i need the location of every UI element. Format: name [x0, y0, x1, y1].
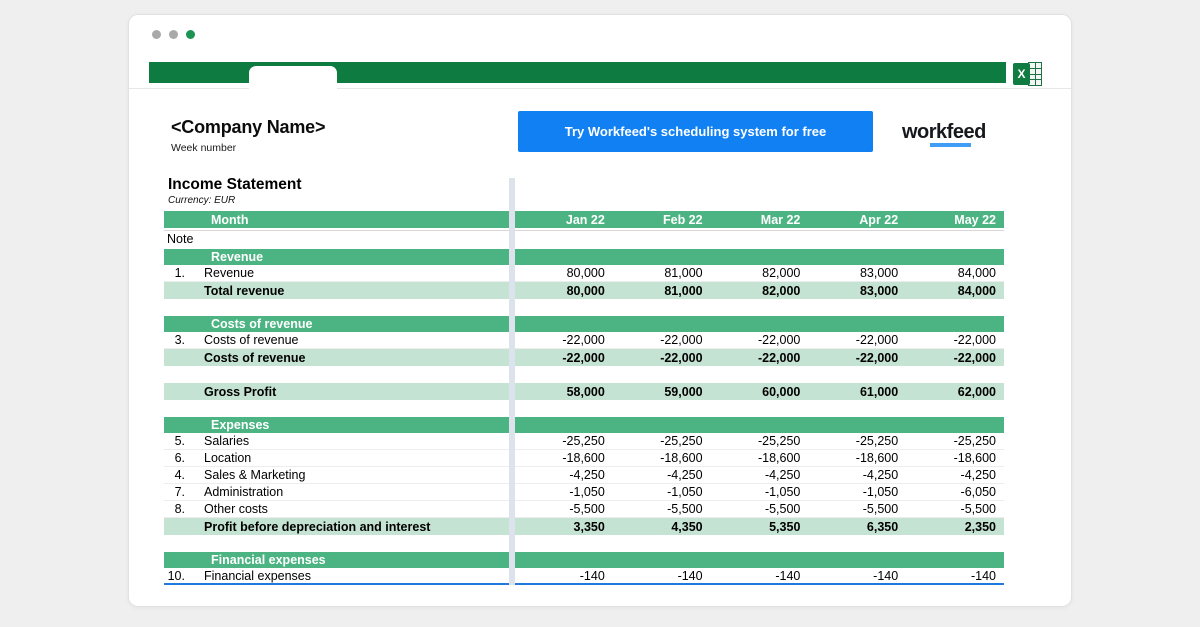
sheet-title-block: [168, 176, 302, 206]
value-cell[interactable]: -1,050: [862, 485, 899, 499]
row-label-cell[interactable]: Revenue: [204, 266, 255, 280]
month-column-cell[interactable]: Apr 22: [859, 212, 899, 227]
excel-logo-icon: [1013, 58, 1047, 90]
value-cell[interactable]: 60,000: [762, 384, 801, 399]
sheet-tab[interactable]: [249, 66, 337, 89]
value-cell[interactable]: -1,050: [764, 485, 801, 499]
value-cell[interactable]: -5,500: [569, 502, 605, 516]
value-cell[interactable]: 82,000: [762, 266, 801, 280]
row-label-cell[interactable]: Administration: [204, 485, 284, 499]
window-control-icon[interactable]: [152, 30, 161, 39]
value-cell[interactable]: -22,000: [953, 350, 996, 365]
workfeed-logo-text: workfeed: [902, 121, 986, 143]
value-cell[interactable]: -18,600: [757, 451, 801, 465]
value-cell[interactable]: 61,000: [859, 384, 899, 399]
row-label-cell[interactable]: Costs of revenue: [204, 350, 306, 365]
data-row[interactable]: [164, 467, 1004, 484]
value-cell[interactable]: -25,250: [562, 434, 605, 448]
value-cell[interactable]: -18,600: [855, 451, 899, 465]
value-cell[interactable]: 2,350: [964, 519, 996, 534]
value-cell[interactable]: -22,000: [660, 333, 703, 347]
value-cell[interactable]: 81,000: [664, 283, 703, 298]
value-cell[interactable]: 83,000: [859, 266, 899, 280]
currency-note: Currency: EUR: [168, 195, 236, 206]
value-cell[interactable]: -25,250: [660, 434, 703, 448]
value-cell[interactable]: 59,000: [664, 384, 703, 399]
month-header-row[interactable]: [164, 211, 1004, 228]
value-cell[interactable]: -4,250: [862, 468, 899, 482]
row-number-cell[interactable]: 10.: [167, 568, 185, 583]
value-cell[interactable]: -22,000: [855, 350, 899, 365]
value-cell[interactable]: -22,000: [953, 333, 996, 347]
value-cell[interactable]: 82,000: [762, 283, 801, 298]
value-cell[interactable]: -22,000: [757, 350, 801, 365]
spacer-row: [164, 366, 1004, 383]
value-cell[interactable]: 84,000: [957, 283, 996, 298]
value-cell[interactable]: -22,000: [562, 333, 605, 347]
section-row[interactable]: [164, 552, 1004, 568]
value-cell[interactable]: -4,250: [960, 468, 996, 482]
data-row[interactable]: [164, 265, 1004, 282]
value-cell[interactable]: -18,600: [953, 451, 996, 465]
value-cell[interactable]: -25,250: [757, 434, 801, 448]
value-cell[interactable]: -4,250: [569, 468, 605, 482]
total-row[interactable]: [164, 282, 1004, 299]
value-cell[interactable]: 80,000: [566, 266, 605, 280]
month-column-cell[interactable]: Feb 22: [662, 212, 703, 227]
value-cell[interactable]: -4,250: [667, 468, 703, 482]
data-row[interactable]: [164, 501, 1004, 518]
row-number-cell[interactable]: 8.: [174, 502, 185, 516]
company-block: [171, 117, 325, 154]
value-cell[interactable]: 6,350: [866, 519, 899, 534]
value-cell[interactable]: -140: [579, 568, 605, 583]
value-cell[interactable]: -1,050: [667, 485, 703, 499]
value-cell[interactable]: -140: [970, 568, 996, 583]
row-label-cell[interactable]: Other costs: [204, 502, 268, 516]
row-number-cell[interactable]: 6.: [174, 451, 185, 465]
company-name-placeholder: <Company Name>: [171, 117, 326, 137]
value-cell[interactable]: -5,500: [764, 502, 801, 516]
section-header-cell[interactable]: Revenue: [211, 250, 264, 264]
value-cell[interactable]: -5,500: [862, 502, 899, 516]
row-label-cell[interactable]: Sales & Marketing: [204, 468, 306, 482]
section-row[interactable]: [164, 249, 1004, 265]
data-row[interactable]: [164, 450, 1004, 467]
value-cell[interactable]: 58,000: [566, 384, 605, 399]
row-number-cell[interactable]: 4.: [174, 468, 185, 482]
data-row[interactable]: [164, 568, 1004, 585]
row-number-cell[interactable]: 1.: [174, 266, 185, 280]
month-header-cell[interactable]: Month: [211, 212, 249, 227]
data-row[interactable]: [164, 332, 1004, 349]
note-row[interactable]: [164, 230, 1004, 247]
value-cell[interactable]: -22,000: [660, 350, 703, 365]
row-number-cell[interactable]: 3.: [174, 333, 185, 347]
row-label-cell[interactable]: Salaries: [204, 434, 250, 448]
spacer-row: [164, 535, 1004, 552]
value-cell[interactable]: -140: [873, 568, 899, 583]
value-cell[interactable]: -25,250: [953, 434, 996, 448]
value-cell[interactable]: -140: [677, 568, 703, 583]
value-cell[interactable]: -22,000: [855, 333, 899, 347]
value-cell[interactable]: -5,500: [667, 502, 703, 516]
workfeed-logo-underline: [930, 143, 971, 147]
value-cell[interactable]: 4,350: [671, 519, 703, 534]
value-cell[interactable]: 3,350: [573, 519, 605, 534]
value-cell[interactable]: 81,000: [664, 266, 703, 280]
workfeed-cta-button[interactable]: Try Workfeed's scheduling system for free: [518, 111, 873, 152]
section-row[interactable]: [164, 417, 1004, 433]
row-label-cell[interactable]: Location: [204, 451, 252, 465]
week-number-label: Week number: [171, 142, 237, 154]
app-window: [128, 14, 1072, 607]
workfeed-logo[interactable]: [902, 121, 986, 144]
row-label-cell[interactable]: Gross Profit: [204, 384, 277, 399]
window-control-icon[interactable]: [169, 30, 178, 39]
row-label-cell[interactable]: Costs of revenue: [204, 333, 299, 347]
value-cell[interactable]: -25,250: [855, 434, 899, 448]
row-number-cell[interactable]: 5.: [174, 434, 185, 448]
value-cell[interactable]: -1,050: [569, 485, 605, 499]
value-cell[interactable]: 5,350: [769, 519, 801, 534]
spacer-row: [164, 299, 1004, 316]
statement-table: [164, 211, 1004, 585]
section-header-cell[interactable]: Costs of revenue: [211, 317, 313, 331]
value-cell[interactable]: -6,050: [960, 485, 996, 499]
value-cell[interactable]: -18,600: [660, 451, 703, 465]
row-number-cell[interactable]: 7.: [174, 485, 185, 499]
month-column-cell[interactable]: Jan 22: [565, 212, 605, 227]
value-cell[interactable]: 80,000: [566, 283, 605, 298]
total-row[interactable]: [164, 349, 1004, 366]
data-row[interactable]: [164, 484, 1004, 501]
total-row[interactable]: [164, 518, 1004, 535]
excel-x-glyph: X: [1013, 63, 1030, 85]
statement-title: Income Statement: [168, 176, 302, 193]
window-controls: [152, 30, 195, 39]
section-header-cell[interactable]: Expenses: [211, 418, 270, 432]
value-cell[interactable]: -22,000: [562, 350, 605, 365]
spacer-row: [164, 400, 1004, 417]
total-row[interactable]: [164, 383, 1004, 400]
column-divider: [509, 178, 515, 585]
note-cell[interactable]: Note: [167, 232, 194, 246]
section-header-cell[interactable]: Financial expenses: [211, 553, 326, 567]
spreadsheet-grid-icon: [1028, 62, 1042, 86]
value-cell[interactable]: 62,000: [957, 384, 996, 399]
month-column-cell[interactable]: Mar 22: [760, 212, 801, 227]
value-cell[interactable]: -4,250: [764, 468, 801, 482]
data-row[interactable]: [164, 433, 1004, 450]
window-control-icon[interactable]: [186, 30, 195, 39]
month-column-cell[interactable]: May 22: [954, 212, 996, 227]
section-row[interactable]: [164, 316, 1004, 332]
row-label-cell[interactable]: Profit before depreciation and interest: [204, 519, 431, 534]
value-cell[interactable]: -22,000: [757, 333, 801, 347]
row-label-cell[interactable]: Financial expenses: [204, 568, 312, 583]
value-cell[interactable]: 83,000: [859, 283, 899, 298]
value-cell[interactable]: -18,600: [562, 451, 605, 465]
value-cell[interactable]: 84,000: [957, 266, 996, 280]
row-label-cell[interactable]: Total revenue: [204, 283, 285, 298]
value-cell[interactable]: -5,500: [960, 502, 996, 516]
value-cell[interactable]: -140: [775, 568, 801, 583]
